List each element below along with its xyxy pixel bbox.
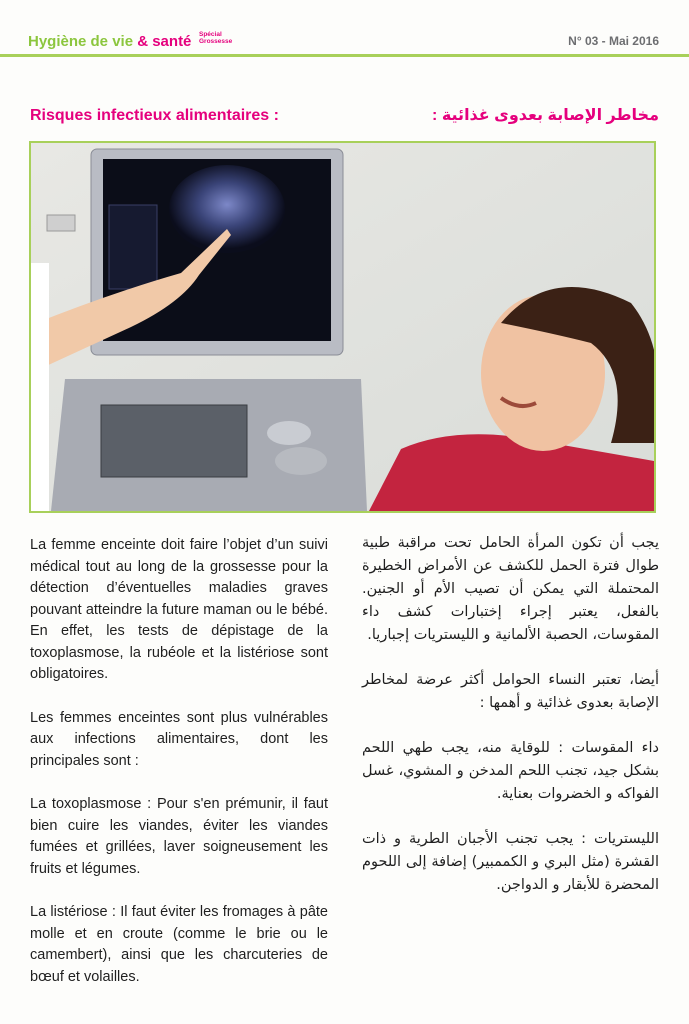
ultrasound-photo <box>29 141 656 513</box>
section-title-french: Risques infectieux alimentaires : <box>30 107 279 124</box>
arabic-paragraph: يجب أن تكون المرأة الحامل تحت مراقبة طبية طوال فترة الحمل للكشف عن الأمراض الخطيرة المحتملة التي يمكن أن تصيب الأم أو الجنين. بالفعل، يعتبر إجراء إختبارات كشف داء المقوسات، الحصبة الألمانية و الليستريات إجباريا. <box>362 535 659 643</box>
brand-name-part2: santé <box>152 33 192 50</box>
french-paragraph: La toxoplasmose : Pour s'en prémunir, il faut bien cuire les viandes, éviter les viandes fumées et grillées, laver soigneusement les fruits et légumes. <box>30 796 328 877</box>
french-paragraph: La listériose : Il faut éviter les fromages à pâte molle et en croute (comme le brie ou le camembert), ainsi que les charcuteries de bœuf et volailles. <box>30 904 328 985</box>
magazine-brand <box>28 33 191 50</box>
arabic-paragraph: أيضا، تعتبر النساء الحوامل أكثر عرضة لمخاطر الإصابة بعدوى غذائية و أهمها : <box>362 672 659 711</box>
header-divider <box>0 54 689 57</box>
section-title-arabic: مخاطر الإصابة بعدوى غذائية : <box>432 107 659 124</box>
brand-name-part1: Hygiène de vie <box>28 33 134 50</box>
brand-ampersand: & <box>133 33 153 50</box>
special-edition-label <box>199 31 232 45</box>
french-column <box>30 535 328 1010</box>
ultrasound-photo-icon <box>31 143 654 511</box>
arabic-paragraph: داء المقوسات : للوقاية منه، يجب طهي اللحم بشكل جيد، تجنب اللحم المدخن و المشوي، غسل الفواكه و الخضروات بعناية. <box>362 740 659 802</box>
arabic-paragraph: الليستريات : يجب تجنب الأجبان الطرية و ذات القشرة (مثل البري و الكممبير) إضافة إلى اللحوم المحضرة للأبقار و الدواجن. <box>362 831 659 893</box>
french-paragraph: La femme enceinte doit faire l’objet d’un suivi médical tout au long de la grossesse pour la détection d’éventuelles maladies graves pouvant atteindre la future maman ou le bébé. En effet, les tests de dépistage de la toxoplasmose, la rubéole et la listériose sont obligatoires. <box>30 537 328 682</box>
special-line1: Spécial <box>199 31 222 38</box>
issue-number: N° 03 - Mai 2016 <box>568 34 659 48</box>
arabic-column <box>362 532 659 919</box>
french-paragraph: Les femmes enceintes sont plus vulnérables aux infections alimentaires, dont les principales sont : <box>30 709 328 769</box>
page-header <box>0 0 689 58</box>
special-line2: Grossesse <box>199 38 233 45</box>
